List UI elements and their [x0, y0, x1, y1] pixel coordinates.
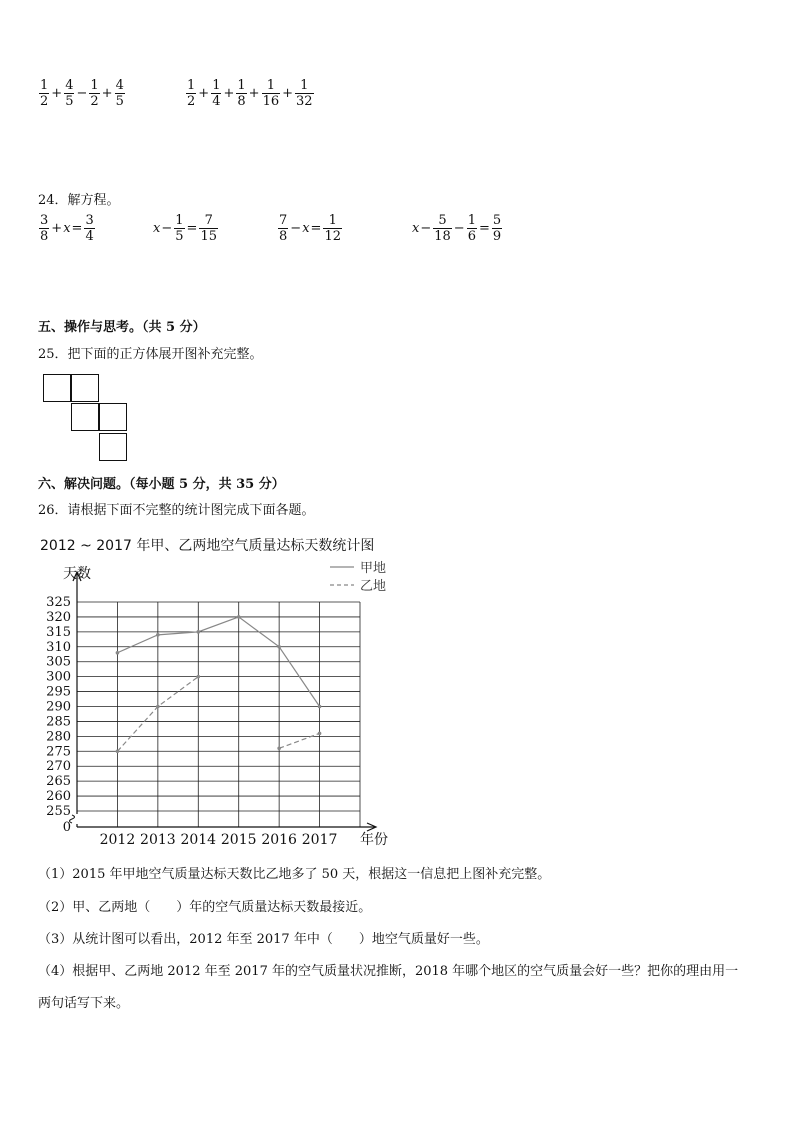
operator: +	[198, 86, 210, 101]
data-point	[116, 651, 120, 655]
fraction	[84, 213, 94, 244]
fraction	[186, 78, 196, 109]
fraction	[199, 213, 218, 244]
y-tick-label: 280	[46, 729, 71, 745]
numerator: 1	[90, 78, 99, 93]
fraction	[492, 213, 502, 244]
data-point	[318, 732, 322, 736]
y-tick-label: 315	[46, 624, 71, 640]
fraction	[89, 78, 99, 109]
denominator: 6	[467, 229, 476, 244]
x-tick-label: 2017	[301, 832, 338, 848]
fraction	[433, 213, 452, 244]
x-tick-label: 2016	[261, 832, 297, 848]
denominator: 2	[90, 94, 99, 109]
y-tick-label: 275	[46, 744, 71, 760]
fraction	[64, 78, 74, 109]
data-point	[277, 645, 281, 649]
y-tick-label: 325	[46, 595, 71, 610]
series-line	[279, 733, 319, 748]
numerator: 5	[492, 213, 502, 228]
denominator: 18	[434, 229, 451, 244]
fraction	[467, 213, 477, 244]
denominator: 8	[237, 94, 246, 109]
expression-1	[38, 78, 126, 109]
line-chart	[30, 555, 410, 855]
denominator: 5	[175, 229, 184, 244]
y-tick-label: 295	[46, 684, 71, 700]
denominator: 12	[324, 229, 341, 244]
expression-2	[185, 78, 315, 109]
y-tick-label: 310	[46, 639, 71, 655]
numerator: 1	[300, 78, 309, 93]
question-1: （1）2015 年甲地空气质量达标天数比乙地多了 50 天，根据这一信息把上图补充完整。	[38, 867, 551, 882]
numerator: 7	[204, 213, 213, 228]
numerator: 7	[279, 213, 288, 228]
question-4-line-1: （4）根据甲、乙两地 2012 年至 2017 年的空气质量状况推断，2018 年哪个地区的空气质量会好一些？把你的理由用一	[38, 964, 739, 979]
x-tick-label: 2012	[99, 832, 136, 848]
data-point	[196, 675, 200, 679]
fraction	[115, 78, 125, 109]
fraction	[278, 213, 288, 244]
equation-3	[277, 213, 343, 244]
equation-1	[38, 213, 96, 244]
denominator: 15	[200, 229, 217, 244]
numerator: 5	[438, 213, 447, 228]
fraction	[39, 78, 49, 109]
x-axis-label: 年份	[360, 832, 388, 848]
numerator: 1	[467, 213, 476, 228]
fraction	[236, 78, 246, 109]
fraction	[174, 213, 184, 244]
y-tick-label: 285	[46, 714, 71, 730]
legend-label: 乙地	[360, 579, 387, 594]
q26-text: 26．请根据下面不完整的统计图完成下面各题。	[38, 503, 315, 518]
operator: +	[282, 86, 294, 101]
equals-sign: =	[310, 221, 322, 236]
y-tick-label: 305	[46, 654, 71, 670]
x-tick-label: 2015	[220, 832, 257, 848]
denominator: 8	[40, 229, 49, 244]
numerator: 3	[40, 213, 49, 228]
question-4-line-2: 两句话写下来。	[38, 996, 130, 1011]
section-5-heading: 五、操作与思考。（共 5 分）	[38, 320, 206, 335]
question-3: （3）从统计图可以看出，2012 年至 2017 年中（ ）地空气质量好一些。	[38, 932, 489, 947]
numerator: 1	[175, 213, 184, 228]
fraction	[295, 78, 314, 109]
equals-sign: =	[186, 221, 198, 236]
denominator: 8	[279, 229, 288, 244]
operator: −	[290, 221, 302, 236]
data-point	[277, 747, 281, 751]
net-square	[99, 403, 127, 431]
numerator: 1	[212, 78, 221, 93]
chart-title: 2012 ~ 2017 年甲、乙两地空气质量达标天数统计图	[40, 538, 375, 554]
operator: −	[453, 221, 465, 236]
numerator: 4	[115, 78, 124, 93]
y-tick-label: 255	[46, 804, 71, 819]
equals-sign: =	[71, 221, 83, 236]
operator: −	[161, 221, 173, 236]
denominator: 32	[296, 94, 313, 109]
question-2: （2）甲、乙两地（ ）年的空气质量达标天数最接近。	[38, 900, 372, 915]
x-tick-label: 2014	[180, 832, 217, 848]
net-square	[71, 374, 99, 402]
denominator: 2	[187, 94, 196, 109]
data-point	[237, 615, 241, 619]
y-tick-label: 320	[46, 609, 71, 625]
operator: +	[223, 86, 235, 101]
data-point	[156, 705, 160, 709]
legend-label: 甲地	[360, 561, 387, 576]
data-point	[156, 633, 160, 637]
operator: +	[51, 86, 63, 101]
y-tick-label: 290	[46, 699, 71, 715]
equation-4	[412, 213, 503, 244]
fraction	[39, 213, 49, 244]
numerator: 1	[328, 213, 337, 228]
fraction	[211, 78, 221, 109]
y-tick-label: 300	[46, 669, 71, 685]
denominator: 2	[40, 94, 49, 109]
equation-2	[153, 213, 219, 244]
y-tick-label: 270	[46, 759, 71, 775]
fraction	[262, 78, 281, 109]
denominator: 16	[262, 94, 280, 109]
data-point	[116, 749, 120, 753]
operator: +	[248, 86, 260, 101]
y-tick-label: 260	[46, 789, 71, 805]
numerator: 1	[40, 78, 49, 93]
variable: x	[153, 221, 161, 236]
numerator: 1	[237, 78, 246, 93]
x-tick-label: 2013	[140, 832, 176, 848]
data-point	[318, 705, 322, 709]
y-tick-label: 265	[46, 774, 71, 790]
denominator: 9	[492, 229, 502, 244]
denominator: 4	[85, 229, 94, 244]
axis-break-gap	[73, 814, 81, 824]
variable: x	[63, 221, 71, 236]
numerator: 1	[187, 78, 196, 93]
operator: +	[101, 86, 113, 101]
fraction	[323, 213, 342, 244]
operator: +	[51, 221, 63, 236]
denominator: 5	[115, 94, 124, 109]
y-axis-label: 天数	[63, 566, 91, 582]
operator: −	[76, 86, 88, 101]
denominator: 4	[212, 94, 221, 109]
y-tick-label: 0	[62, 820, 71, 835]
equals-sign: =	[478, 221, 490, 236]
denominator: 5	[65, 94, 74, 109]
data-point	[196, 630, 200, 634]
variable: x	[412, 221, 420, 236]
numerator: 1	[266, 78, 275, 93]
net-square	[99, 433, 127, 461]
variable: x	[302, 221, 310, 236]
section-6-heading: 六、解决问题。（每小题 5 分，共 35 分）	[38, 477, 285, 492]
net-square	[43, 374, 71, 402]
operator: −	[420, 221, 432, 236]
q25-text: 25．把下面的正方体展开图补充完整。	[38, 347, 263, 362]
numerator: 4	[65, 78, 74, 93]
net-square	[71, 403, 99, 431]
numerator: 3	[85, 213, 94, 228]
q24-heading: 24．解方程。	[38, 193, 120, 208]
